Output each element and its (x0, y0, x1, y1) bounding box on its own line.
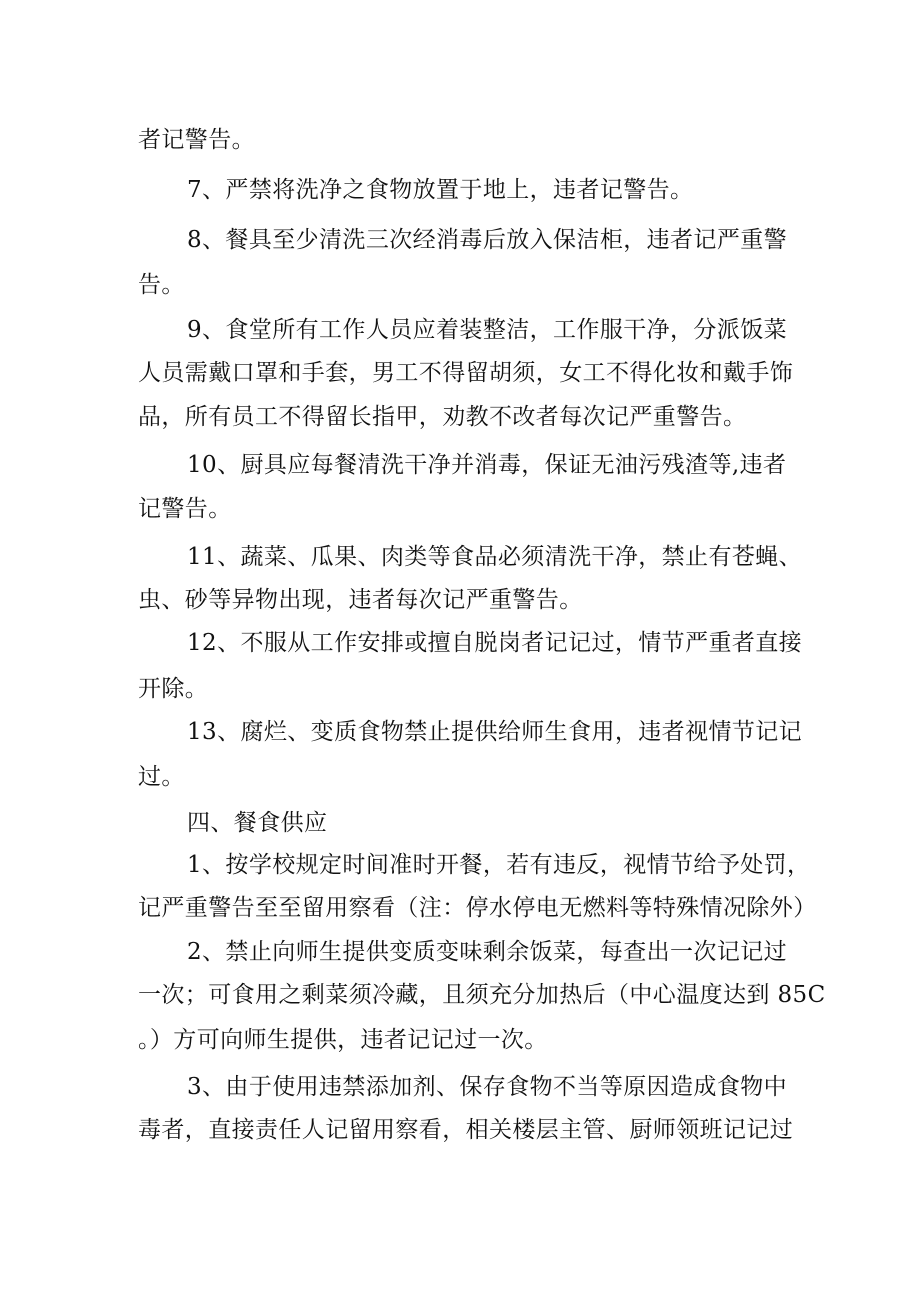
text-line: 2、禁止向师生提供变质变味剩余饭菜，每查出一次记记过 (187, 939, 788, 965)
text-line: 3、由于使用违禁添加剂、保存食物不当等原因造成食物中 (187, 1074, 788, 1100)
text-line: 毒者，直接责任人记留用察看，相关楼层主管、厨师领班记记过 (138, 1117, 794, 1143)
text-line: 10、厨具应每餐清洗干净并消毒，保证无油污残渣等,违者 (187, 452, 787, 478)
text-line: 虫、砂等异物出现，违者每次记严重警告。 (138, 587, 583, 613)
text-line: 。）方可向师生提供，违者记记过一次。 (138, 1027, 548, 1053)
text-line: 一次；可食用之剩菜须冷藏，且须充分加热后（中心温度达到 85C (138, 982, 826, 1008)
text-line: 过。 (138, 764, 185, 790)
text-line: 13、腐烂、变质食物禁止提供给师生食用，违者视情节记记 (187, 719, 803, 745)
text-line: 告。 (138, 272, 185, 298)
section-heading: 四、餐食供应 (187, 810, 328, 836)
text-line: 8、餐具至少清洗三次经消毒后放入保洁柜，违者记严重警 (187, 227, 788, 253)
text-line: 记警告。 (138, 496, 232, 522)
text-line: 9、食堂所有工作人员应着装整洁，工作服干净，分派饭菜 (187, 317, 788, 343)
text-line: 开除。 (138, 676, 209, 702)
text-line: 7、严禁将洗净之食物放置于地上，违者记警告。 (187, 177, 694, 203)
text-line: 人员需戴口罩和手套，男工不得留胡须，女工不得化妆和戴手饰 (138, 360, 794, 386)
text-line: 11、蔬菜、瓜果、肉类等食品必须清洗干净，禁止有苍蝇、 (187, 544, 803, 570)
text-line: 12、不服从工作安排或擅自脱岗者记记过，情节严重者直接 (187, 630, 803, 656)
text-line: 记严重警告至至留用察看（注：停水停电无燃料等特殊情况除外） (138, 895, 817, 921)
text-line: 者记警告。 (138, 127, 255, 153)
text-line: 品，所有员工不得留长指甲，劝教不改者每次记严重警告。 (138, 404, 747, 430)
text-line: 1、按学校规定时间准时开餐，若有违反，视情节给予处罚， (187, 852, 811, 878)
